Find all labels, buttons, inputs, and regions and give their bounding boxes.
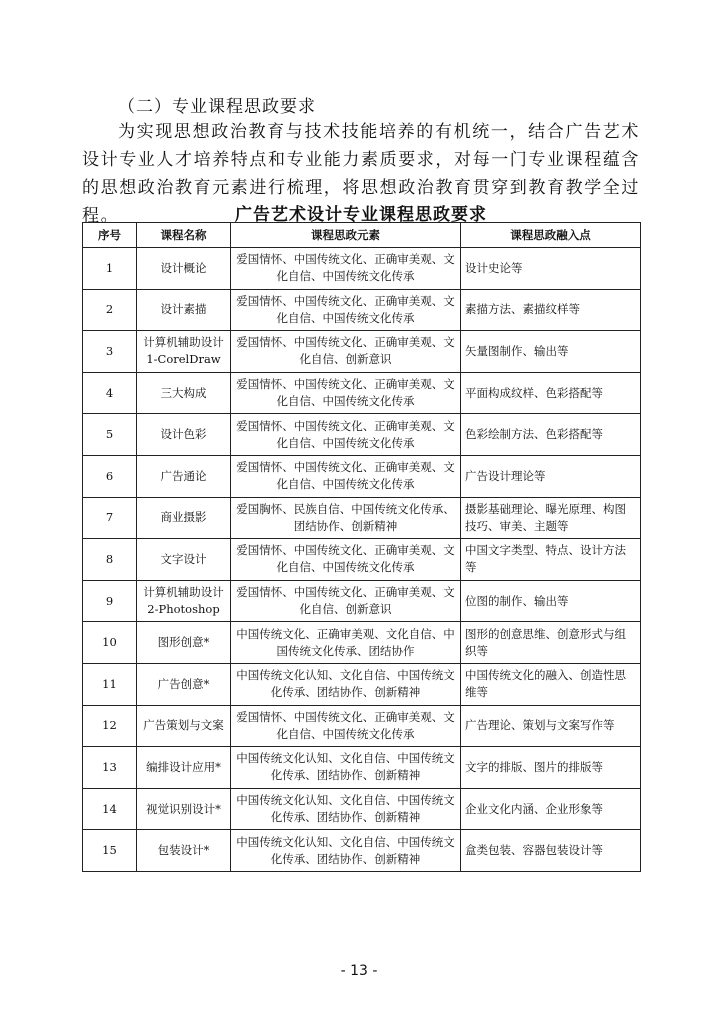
cell-elements: 爱国情怀、中国传统文化、正确审美观、文化自信、中国传统文化传承 (231, 539, 461, 581)
table-row (83, 497, 641, 539)
table-row (83, 622, 641, 664)
cell-seq: 15 (83, 830, 137, 872)
table-row (83, 539, 641, 581)
table-row (83, 788, 641, 830)
table-title: 广告艺术设计专业课程思政要求 (235, 205, 487, 225)
table-row (83, 248, 641, 290)
cell-course-name: 设计色彩 (137, 414, 231, 456)
cell-seq: 11 (83, 663, 137, 705)
cell-course-name: 视觉识别设计* (137, 788, 231, 830)
cell-elements: 爱国情怀、中国传统文化、正确审美观、文化自信、中国传统文化传承 (231, 414, 461, 456)
cell-points: 广告理论、策划与文案写作等 (461, 705, 641, 747)
cell-course-name: 商业摄影 (137, 497, 231, 539)
table-row (83, 414, 641, 456)
cell-course-name: 计算机辅助设计 2-Photoshop (137, 580, 231, 622)
cell-elements: 中国传统文化认知、文化自信、中国传统文化传承、团结协作、创新精神 (231, 830, 461, 872)
table-row (83, 747, 641, 789)
cell-points: 矢量图制作、输出等 (461, 331, 641, 373)
cell-seq: 8 (83, 539, 137, 581)
cell-seq: 3 (83, 331, 137, 373)
table-header-row (83, 223, 641, 248)
cell-points: 中国传统文化的融入、创造性思维等 (461, 663, 641, 705)
cell-elements: 中国传统文化认知、文化自信、中国传统文化传承、团结协作、创新精神 (231, 663, 461, 705)
cell-seq: 6 (83, 455, 137, 497)
cell-seq: 1 (83, 248, 137, 290)
cell-course-name: 图形创意* (137, 622, 231, 664)
cell-points: 素描方法、素描纹样等 (461, 289, 641, 331)
intro-text: 为实现思想政治教育与技术技能培养的有机统一，结合广告艺术设计专业人才培养特点和专业能力素质要求，对每一门专业课程蕴含的思想政治教育元素进行梳理，将思想政治教育贯穿到教育教学全过程。 (82, 122, 640, 226)
cell-course-name: 计算机辅助设计 1-CorelDraw (137, 331, 231, 373)
cell-points: 设计史论等 (461, 248, 641, 290)
cell-points: 企业文化内涵、企业形象等 (461, 788, 641, 830)
cell-elements: 中国传统文化认知、文化自信、中国传统文化传承、团结协作、创新精神 (231, 747, 461, 789)
cell-seq: 14 (83, 788, 137, 830)
cell-elements: 爱国情怀、中国传统文化、正确审美观、文化自信、创新意识 (231, 331, 461, 373)
table-row (83, 663, 641, 705)
cell-points: 中国文字类型、特点、设计方法等 (461, 539, 641, 581)
cell-course-name: 文字设计 (137, 539, 231, 581)
header-points: 课程思政融入点 (461, 223, 641, 248)
cell-seq: 12 (83, 705, 137, 747)
cell-points: 色彩绘制方法、色彩搭配等 (461, 414, 641, 456)
cell-elements: 爱国情怀、中国传统文化、正确审美观、文化自信、中国传统文化传承 (231, 705, 461, 747)
header-course-name: 课程名称 (137, 223, 231, 248)
table-body (83, 248, 641, 872)
cell-elements: 爱国胸怀、民族自信、中国传统文化传承、团结协作、创新精神 (231, 497, 461, 539)
cell-points: 平面构成纹样、色彩搭配等 (461, 372, 641, 414)
cell-seq: 4 (83, 372, 137, 414)
cell-elements: 爱国情怀、中国传统文化、正确审美观、文化自信、创新意识 (231, 580, 461, 622)
header-seq: 序号 (83, 223, 137, 248)
table-row (83, 455, 641, 497)
section-heading: （二）专业课程思政要求 (118, 97, 316, 117)
cell-course-name: 广告通论 (137, 455, 231, 497)
cell-course-name: 设计素描 (137, 289, 231, 331)
cell-elements: 中国传统文化、正确审美观、文化自信、中国传统文化传承、团结协作 (231, 622, 461, 664)
cell-course-name: 三大构成 (137, 372, 231, 414)
table-row (83, 705, 641, 747)
table-row (83, 289, 641, 331)
cell-elements: 爱国情怀、中国传统文化、正确审美观、文化自信、中国传统文化传承 (231, 455, 461, 497)
cell-course-name: 广告创意* (137, 663, 231, 705)
table-row (83, 331, 641, 373)
cell-seq: 5 (83, 414, 137, 456)
cell-course-name: 设计概论 (137, 248, 231, 290)
course-table (82, 222, 641, 872)
cell-seq: 2 (83, 289, 137, 331)
cell-course-name: 广告策划与文案 (137, 705, 231, 747)
table-row (83, 580, 641, 622)
table-row (83, 372, 641, 414)
cell-seq: 10 (83, 622, 137, 664)
cell-points: 摄影基础理论、曝光原理、构图技巧、审美、主题等 (461, 497, 641, 539)
table-row (83, 830, 641, 872)
cell-seq: 13 (83, 747, 137, 789)
page-number: - 13 - (340, 963, 378, 979)
cell-elements: 爱国情怀、中国传统文化、正确审美观、文化自信、中国传统文化传承 (231, 248, 461, 290)
cell-points: 文字的排版、图片的排版等 (461, 747, 641, 789)
cell-points: 广告设计理论等 (461, 455, 641, 497)
header-elements: 课程思政元素 (231, 223, 461, 248)
cell-seq: 7 (83, 497, 137, 539)
cell-points: 位图的制作、输出等 (461, 580, 641, 622)
cell-course-name: 编排设计应用* (137, 747, 231, 789)
cell-points: 图形的创意思维、创意形式与组织等 (461, 622, 641, 664)
cell-elements: 中国传统文化认知、文化自信、中国传统文化传承、团结协作、创新精神 (231, 788, 461, 830)
cell-elements: 爱国情怀、中国传统文化、正确审美观、文化自信、中国传统文化传承 (231, 289, 461, 331)
cell-seq: 9 (83, 580, 137, 622)
cell-points: 盒类包装、容器包装设计等 (461, 830, 641, 872)
cell-elements: 爱国情怀、中国传统文化、正确审美观、文化自信、中国传统文化传承 (231, 372, 461, 414)
cell-course-name: 包装设计* (137, 830, 231, 872)
